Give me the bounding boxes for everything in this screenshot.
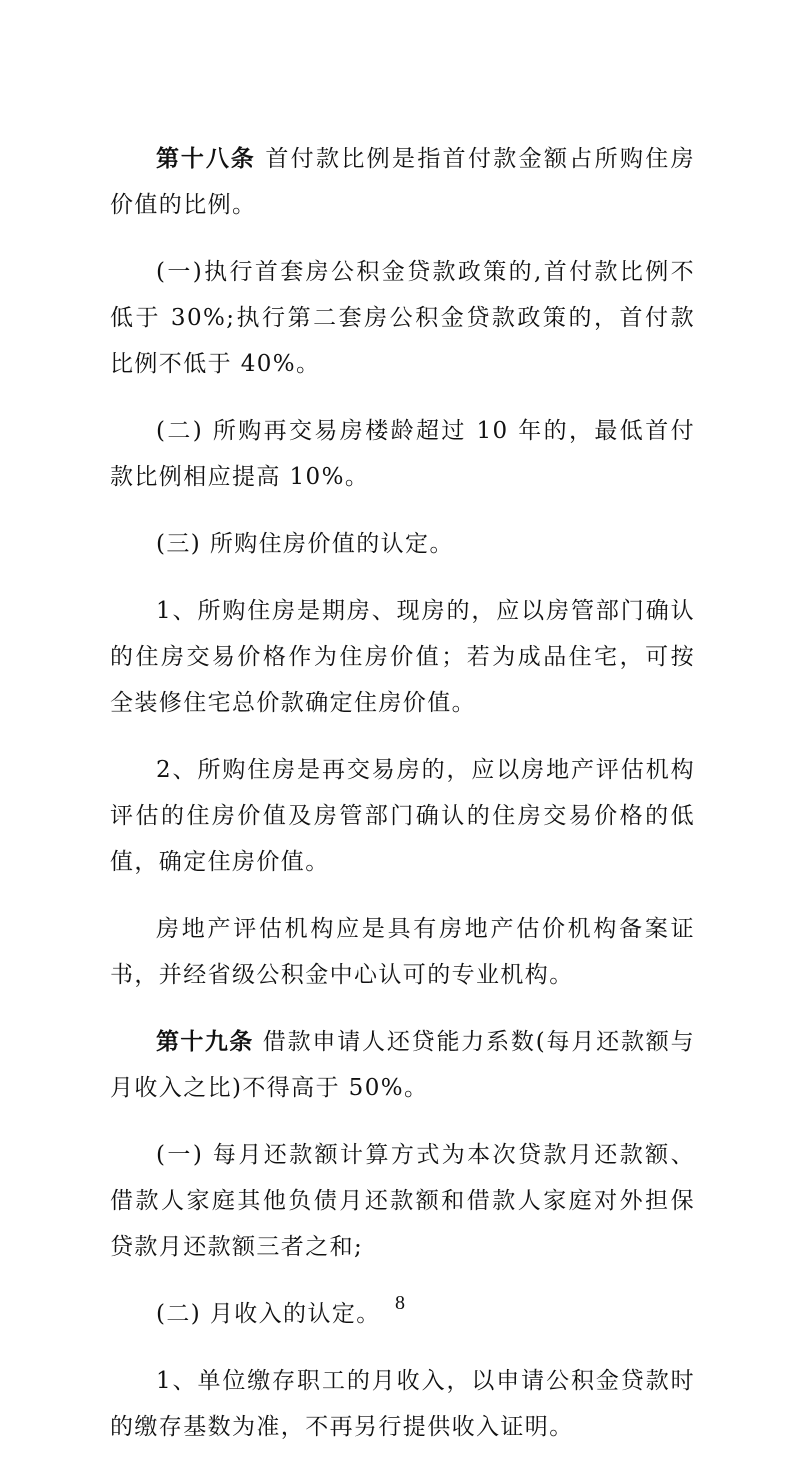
paragraph-text: 首付款比例是指首付款金额占所购住房价值的比例。	[110, 146, 696, 218]
paragraph-text: (二) 所购再交易房楼龄超过 10 年的，最低首付款比例相应提高 10%。	[110, 418, 695, 490]
paragraph-appraisal-note	[110, 906, 695, 998]
paragraph-text: 1、单位缴存职工的月收入，以申请公积金贷款时的缴存基数为准，不再另行提供收入证明。	[110, 1368, 695, 1440]
paragraph-clause-1b	[110, 1132, 695, 1270]
paragraph-item-2	[110, 747, 695, 885]
page-number: 8	[395, 1292, 405, 1314]
paragraph-text: 1、所购住房是期房、现房的，应以房管部门确认的住房交易价格作为住房价值；若为成品住宅，可按全装修住宅总价款确定住房价值。	[110, 598, 695, 716]
article-heading: 第十八条	[156, 146, 256, 172]
paragraph-text: (三) 所购住房价值的认定。	[156, 531, 454, 557]
paragraph-text: (一) 每月还款额计算方式为本次贷款月还款额、借款人家庭其他负债月还款额和借款人家庭对外担保贷款月还款额三者之和;	[110, 1142, 695, 1260]
paragraph-text: (二) 月收入的认定。	[156, 1301, 381, 1327]
article-heading: 第十九条	[156, 1029, 254, 1055]
paragraph-text: 房地产评估机构应是具有房地产估价机构备案证书，并经省级公积金中心认可的专业机构。	[110, 916, 695, 988]
paragraph-article-19	[110, 1019, 695, 1111]
paragraph-article-18	[110, 136, 695, 228]
paragraph-item-1	[110, 588, 695, 726]
paragraph-text: 借款申请人还贷能力系数(每月还款额与月收入之比)不得高于 50%。	[110, 1029, 695, 1101]
paragraph-item-1b	[110, 1358, 695, 1450]
paragraph-clause-3	[110, 521, 695, 567]
paragraph-clause-1	[110, 249, 695, 387]
paragraph-text: (一)执行首套房公积金贷款政策的,首付款比例不低于 30%;执行第二套房公积金贷款政策的，首付款比例不低于 40%。	[110, 259, 695, 377]
paragraph-text: 2、所购住房是再交易房的，应以房地产评估机构评估的住房价值及房管部门确认的住房交易价格的低值，确定住房价值。	[110, 757, 695, 875]
document-body	[110, 136, 695, 1462]
paragraph-clause-2	[110, 408, 695, 500]
